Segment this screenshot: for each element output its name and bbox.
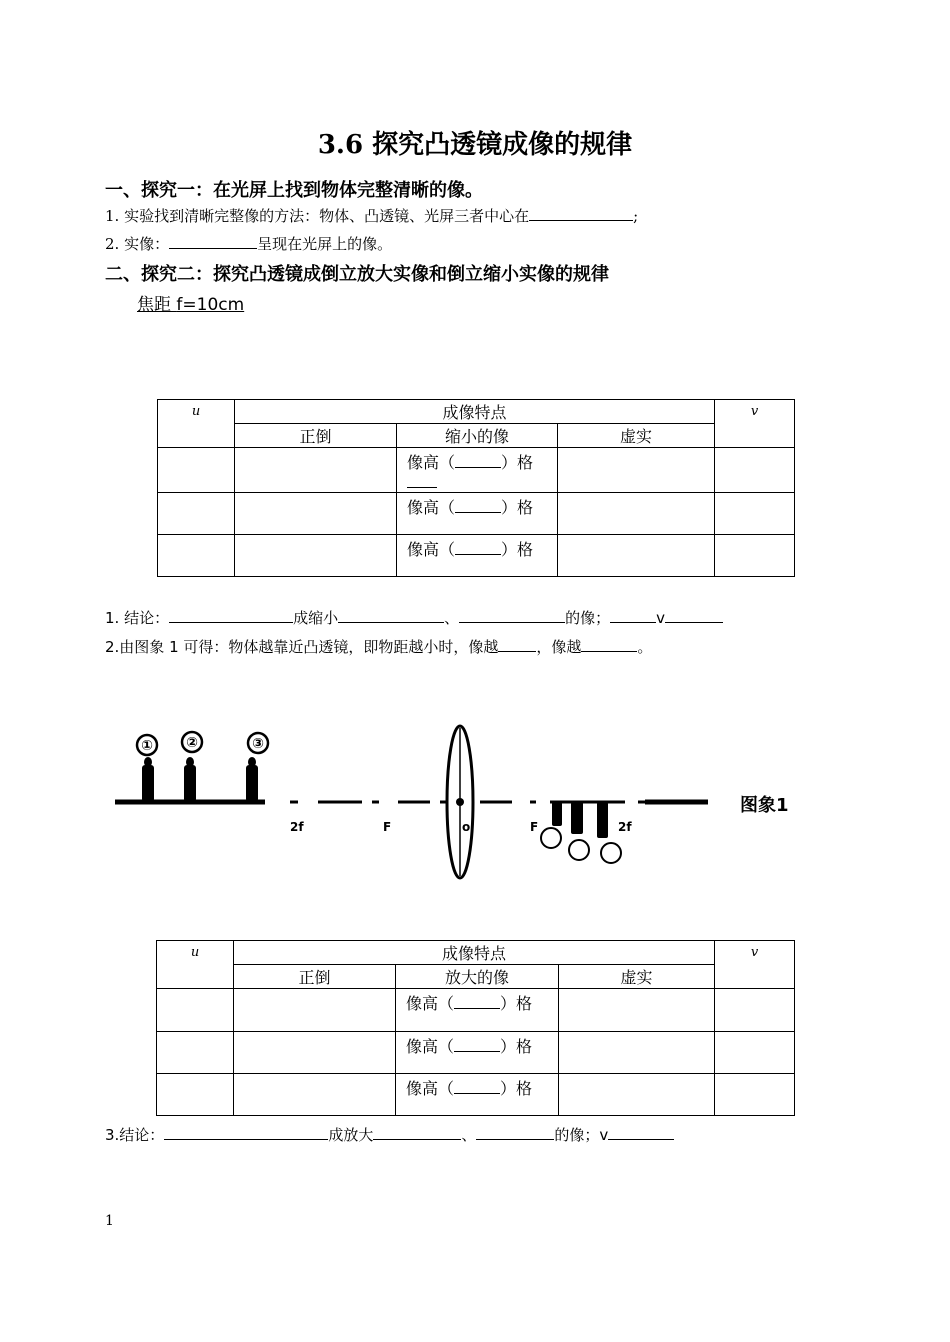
cell-u[interactable] [158, 535, 235, 577]
item1-text: 1. 实验找到清晰完整像的方法：物体、凸透镜、光屏三者中心在 [105, 207, 530, 225]
row-suffix: ）格 [500, 994, 533, 1013]
section1-item1 [105, 205, 638, 226]
cell-u[interactable] [158, 448, 235, 493]
cell-u[interactable] [157, 989, 234, 1032]
c3-blank-2[interactable] [373, 1125, 461, 1140]
section1-item2 [105, 233, 392, 254]
cell-size[interactable] [397, 448, 558, 493]
diagram-caption: 图象1 [740, 795, 789, 816]
flames [144, 757, 256, 767]
sub-size: 缩小的像 [397, 424, 558, 448]
cell-real[interactable] [559, 1074, 715, 1116]
label-f-left: F [383, 820, 392, 834]
c1-blank-1[interactable] [169, 608, 293, 623]
cell-u[interactable] [157, 1074, 234, 1116]
c3-blank-3[interactable] [476, 1125, 554, 1140]
marker-1: ① [141, 738, 153, 754]
cell-v[interactable] [715, 535, 795, 577]
c3-text-d: 的像；v [554, 1126, 609, 1144]
row-extra-blank[interactable] [407, 474, 437, 488]
item2-blank[interactable] [169, 234, 257, 249]
cell-u[interactable] [157, 1032, 234, 1074]
c3-text-b: 成放大 [328, 1126, 374, 1144]
cell-real[interactable] [559, 989, 715, 1032]
label-2f-right: 2f [618, 820, 632, 834]
row-prefix: 像高（ [407, 498, 456, 517]
sub-real: 虚实 [559, 965, 715, 989]
c1-text-d: 的像； [565, 609, 611, 627]
row-suffix: ）格 [500, 1037, 533, 1056]
row-blank[interactable] [454, 1080, 500, 1094]
focal-length [137, 290, 244, 315]
marker-3: ③ [252, 736, 264, 752]
c1-text-c: 、 [444, 609, 460, 627]
candle-objects [142, 765, 258, 802]
table-reduced-image [157, 399, 795, 577]
row-suffix: ）格 [500, 1079, 533, 1098]
cell-size[interactable] [397, 493, 558, 535]
cell-real[interactable] [559, 1032, 715, 1074]
c2-blank-1[interactable] [498, 637, 536, 652]
c2-blank-2[interactable] [581, 637, 637, 652]
row-suffix: ）格 [501, 540, 534, 559]
c3-text-c: 、 [461, 1126, 477, 1144]
cell-size[interactable] [396, 1032, 559, 1074]
sub-real: 虚实 [558, 424, 715, 448]
row-suffix: ）格 [501, 453, 534, 472]
cell-orient[interactable] [235, 535, 397, 577]
focal-value: f=10cm [176, 295, 245, 315]
c1-text-b: 成缩小 [293, 609, 339, 627]
cell-size[interactable] [396, 1074, 559, 1116]
table-row [157, 1032, 795, 1074]
position-markers [137, 732, 268, 755]
page-number: 1 [105, 1213, 114, 1229]
marker-2: ② [186, 735, 198, 751]
c3-blank-4[interactable] [608, 1125, 674, 1140]
table-row [157, 989, 795, 1032]
optical-center [456, 798, 464, 806]
cell-orient[interactable] [235, 448, 397, 493]
col-v: v [715, 941, 795, 989]
table-enlarged-image [156, 940, 795, 1116]
table-row [158, 535, 795, 577]
c2-text-b: ，像越 [536, 638, 582, 656]
cell-v[interactable] [715, 448, 795, 493]
sub-orient: 正倒 [235, 424, 397, 448]
section1-heading: 一、探究一：在光屏上找到物体完整清晰的像。 [105, 180, 483, 201]
col-features: 成像特点 [235, 400, 715, 424]
row-blank[interactable] [455, 454, 501, 468]
c3-blank-1[interactable] [164, 1125, 328, 1140]
focal-label: 焦距 [137, 295, 171, 315]
cell-size[interactable] [396, 989, 559, 1032]
row-blank[interactable] [455, 499, 501, 513]
sub-size: 放大的像 [396, 965, 559, 989]
candle-1 [142, 765, 154, 802]
row-blank[interactable] [455, 541, 501, 555]
row-prefix: 像高（ [406, 994, 455, 1013]
label-f-right: F [530, 820, 539, 834]
candle-3 [246, 765, 258, 802]
c1-blank-5[interactable] [665, 608, 723, 623]
cell-real[interactable] [558, 535, 715, 577]
item2-prefix: 2. 实像： [105, 235, 170, 253]
cell-orient[interactable] [234, 989, 396, 1032]
col-features: 成像特点 [234, 941, 715, 965]
row-prefix: 像高（ [407, 453, 456, 472]
table-row [157, 1074, 795, 1116]
c1-blank-4[interactable] [610, 608, 656, 623]
table-row [158, 493, 795, 535]
cell-v[interactable] [715, 989, 795, 1032]
c2-text-c: 。 [637, 638, 653, 656]
cell-real[interactable] [558, 493, 715, 535]
label-2f-left: 2f [290, 820, 304, 834]
cell-orient[interactable] [234, 1032, 396, 1074]
table-row [158, 448, 795, 493]
row-prefix: 像高（ [407, 540, 456, 559]
row-prefix: 像高（ [406, 1037, 455, 1056]
cell-orient[interactable] [234, 1074, 396, 1116]
c1-blank-2[interactable] [338, 608, 444, 623]
cell-v[interactable] [715, 1074, 795, 1116]
c1-text-v: v [656, 609, 666, 627]
row-prefix: 像高（ [406, 1079, 455, 1098]
row-blank[interactable] [454, 995, 500, 1009]
item1-blank[interactable] [529, 206, 633, 221]
cell-size[interactable] [397, 535, 558, 577]
conclusion-1 [105, 607, 723, 628]
col-u: u [158, 400, 235, 448]
c2-text-a: 2.由图象 1 可得：物体越靠近凸透镜，即物距越小时，像越 [105, 638, 499, 656]
label-o: o [462, 820, 471, 834]
col-v: v [715, 400, 795, 448]
cell-real[interactable] [558, 448, 715, 493]
cell-v[interactable] [715, 493, 795, 535]
c1-blank-3[interactable] [459, 608, 565, 623]
cell-v[interactable] [715, 1032, 795, 1074]
candle-2 [184, 765, 196, 802]
sub-orient: 正倒 [234, 965, 396, 989]
section2-heading: 二、探究二：探究凸透镜成倒立放大实像和倒立缩小实像的规律 [105, 264, 609, 285]
cell-orient[interactable] [235, 493, 397, 535]
lens-diagram [100, 720, 830, 890]
c3-label: 3.结论： [105, 1126, 165, 1144]
page-title: 3.6 探究凸透镜成像的规律 [317, 130, 633, 160]
row-blank[interactable] [454, 1038, 500, 1052]
item2-suffix: 呈现在光屏上的像。 [257, 235, 393, 253]
row-suffix: ）格 [501, 498, 534, 517]
c1-label: 1. 结论： [105, 609, 170, 627]
conclusion-3 [105, 1124, 674, 1145]
item1-end: ; [633, 207, 639, 225]
conclusion-2 [105, 636, 652, 657]
col-u: u [157, 941, 234, 989]
cell-u[interactable] [158, 493, 235, 535]
